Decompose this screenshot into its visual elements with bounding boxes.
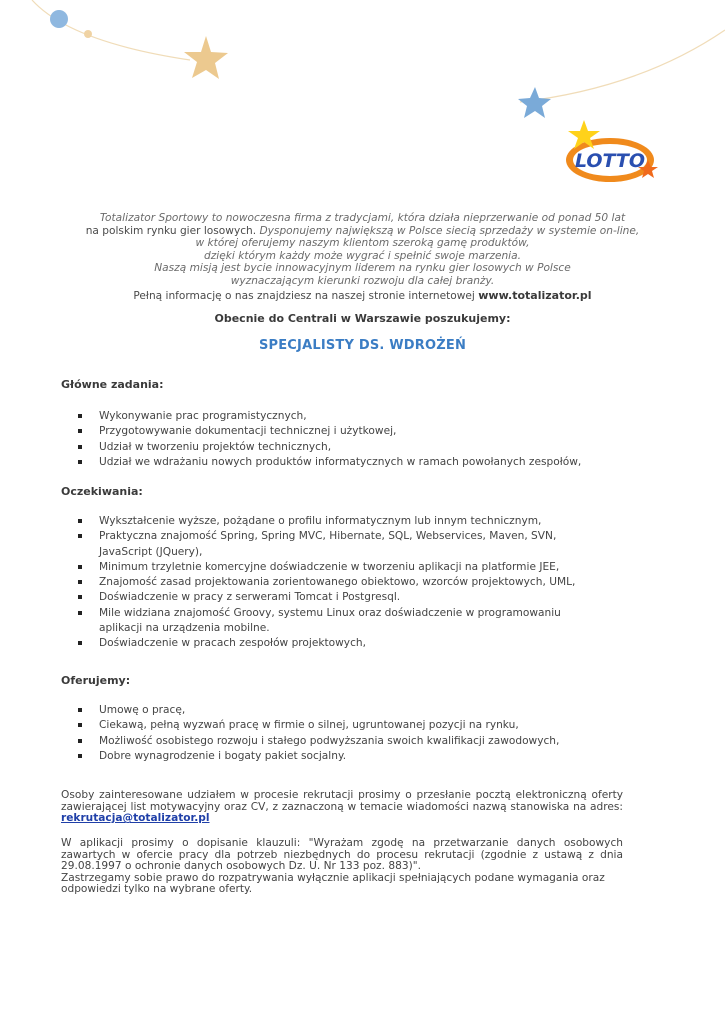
list-item: Doświadczenie w pracy z serwerami Tomcat i Postgresql. [61, 590, 601, 605]
reservation-text: Zastrzegamy sobie prawo do rozpatrywania wyłącznie aplikacji spełniających podane wymagania oraz odpowiedzi tylko na wybrane oferty. [61, 871, 605, 896]
decorative-swoosh-right [520, 30, 725, 102]
offer-list [61, 703, 601, 764]
blue-star-icon [518, 87, 551, 118]
lead-text: Obecnie do Centrali w Warszawie poszukujemy: [214, 312, 511, 325]
list-item: Udział w tworzeniu projektów technicznych, [61, 440, 601, 455]
list-item: Udział we wdrażaniu nowych produktów informatycznych w ramach powołanych zespołów, [61, 455, 601, 470]
requirements-title: Oczekiwania: [61, 485, 143, 498]
offer-title: Oferujemy: [61, 674, 131, 687]
clause-text: W aplikacji prosimy o dopisanie klauzuli: "Wyrażam zgodę na przetwarzanie danych osobowych zawartych w ofercie pracy dla potrzeb niezbędnych do procesu rekrutacji (zgodnie z ustawą z dnia 29.08.1997 o ochronie danych osobowych Dz. U. Nr 133 poz. 883)". [61, 837, 623, 873]
job-title: SPECJALISTY DS. WDROŻEŃ [258, 338, 467, 353]
list-item: Umowę o pracę, [61, 703, 601, 718]
clause-paragraph [61, 838, 623, 896]
intro-line: na polskim rynku gier losowych. [85, 224, 257, 237]
list-item: Dobre wynagrodzenie i bogaty pakiet socjalny. [61, 749, 601, 764]
beige-star-icon [184, 36, 228, 79]
intro-line: wyznaczającym kierunki rozwoju dla całej branży. [230, 274, 495, 287]
list-item: Minimum trzyletnie komercyjne doświadczenie w tworzeniu aplikacji na platformie JEE, [61, 560, 601, 575]
list-item: Wykształcenie wyższe, pożądane o profilu informatycznym lub innym technicznym, [61, 514, 601, 529]
list-item: Przygotowywanie dokumentacji technicznej i użytkowej, [61, 424, 601, 439]
list-item: Ciekawą, pełną wyzwań pracę w firmie o silnej, ugruntowanej pozycji na rynku, [61, 718, 601, 733]
lotto-logo [562, 118, 662, 190]
website-link[interactable]: www.totalizator.pl [478, 288, 592, 302]
blue-dot-icon [50, 10, 68, 28]
beige-dot-icon [84, 30, 92, 38]
intro-line: Pełną informację o nas znajdziesz na naszej stronie internetowej [133, 289, 475, 302]
company-intro [60, 212, 665, 302]
intro-line: dzięki którym każdy może wygrać i spełnić swoje marzenia. [204, 249, 521, 262]
tasks-list [61, 409, 601, 470]
intro-line: Naszą misją jest bycie innowacyjnym liderem na rynku gier losowych w Polsce [154, 262, 571, 275]
list-item: Mile widziana znajomość Groovy, systemu Linux oraz doświadczenie w programowaniu aplikacji na urządzenia mobilne. [61, 606, 601, 637]
intro-line: w której oferujemy naszym klientom szeroką gamę produktów, [195, 237, 530, 250]
email-link[interactable]: rekrutacja@totalizator.pl [61, 812, 210, 825]
list-item: Możliwość osobistego rozwoju i stałego podwyższania swoich kwalifikacji zawodowych, [61, 734, 601, 749]
intro-line: Dysponujemy największą w Polsce siecią sprzedaży w systemie on-line, [259, 224, 640, 237]
list-item: Praktyczna znajomość Spring, Spring MVC, Hibernate, SQL, Webservices, Maven, SVN, JavaScript (JQuery), [61, 529, 601, 560]
tasks-title: Główne zadania: [61, 378, 164, 391]
list-item: Doświadczenie w pracach zespołów projektowych, [61, 636, 601, 651]
application-text: Osoby zainteresowane udziałem w procesie rekrutacji prosimy o przesłanie pocztą elektroniczną oferty zawierającej list motywacyjny oraz CV, z zaznaczoną w temacie wiadomości nazwą stanowiska na adres: [61, 789, 623, 813]
logo-text: LOTTO [574, 150, 646, 172]
list-item: Wykonywanie prac programistycznych, [61, 409, 601, 424]
application-paragraph [61, 790, 623, 825]
decorative-swoosh-left [32, 0, 190, 60]
list-item: Znajomość zasad projektowania zorientowanego obiektowo, wzorców projektowych, UML, [61, 575, 601, 590]
intro-line: Totalizator Sportowy to nowoczesna firma z tradycjami, która działa nieprzerwanie od ponad 50 lat [99, 212, 626, 224]
requirements-list [61, 514, 601, 652]
